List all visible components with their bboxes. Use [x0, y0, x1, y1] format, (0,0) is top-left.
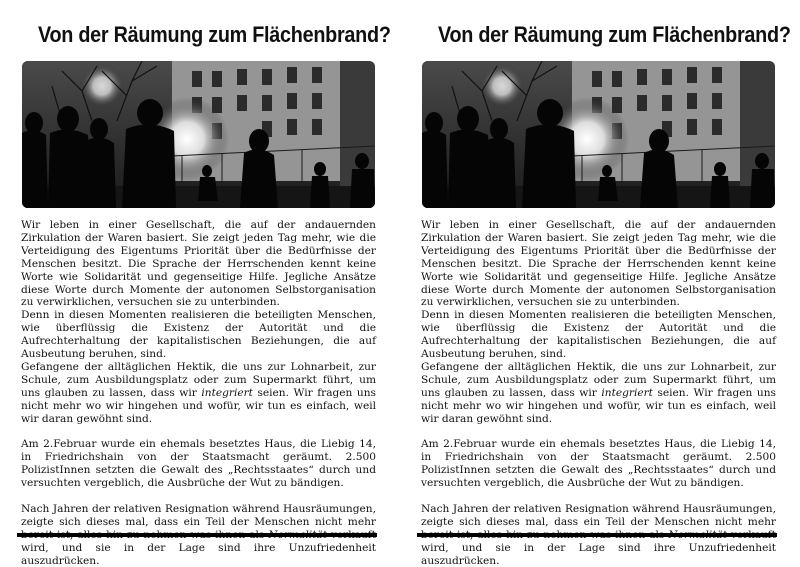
body-paragraph: [21, 219, 376, 309]
leaflet-body: [421, 219, 776, 567]
bottom-rule: [17, 533, 377, 537]
paragraph-text: Denn in diesen Momenten realisieren die beteiligten Menschen, wie überflüssig die Existenz der Autorität und die Aufrechterhaltung der kapitalistischen Beziehungen, die auf Ausbeutung beruhen, sind.: [421, 309, 776, 361]
paragraph-text: Gefangene der alltäglichen Hektik, die uns zur Lohnarbeit, zur Schule, zum Ausbildungsplatz oder zum Supermarkt führt, um uns glauben zu lassen, dass wir: [21, 360, 376, 399]
body-paragraph: [21, 309, 376, 361]
paragraph-text: Am 2.Februar wurde ein ehemals besetztes Haus, die Liebig 14, in Friedrichshain von der Staatsmacht geräumt. 2.500 PolizistInnen setzten die Gewalt des „Rechtsstaates“ durch und versuchten vergeblich, die Ausbrüche der Wut zu bändigen.: [421, 438, 776, 490]
body-paragraph: [421, 438, 776, 490]
body-paragraph: [421, 361, 776, 426]
leaflet-photo: [22, 61, 375, 208]
leaflet-photo: [422, 61, 775, 208]
riot-photo-graphic: [22, 61, 375, 208]
leaflet-left: [0, 0, 400, 566]
body-paragraph: [421, 309, 776, 361]
leaflet-body: [21, 219, 376, 567]
body-paragraph: [21, 361, 376, 426]
paragraph-text: wird, und sie in der Lage sind ihre Unzufriedenheit auszudrücken.: [21, 541, 376, 567]
bottom-rule: [417, 533, 777, 537]
body-paragraph: [21, 438, 376, 490]
paragraph-text: wird, und sie in der Lage sind ihre Unzufriedenheit auszudrücken.: [421, 541, 776, 567]
leaflet-title: Von der Räumung zum Flächenbrand?: [438, 22, 791, 47]
paragraph-text: Am 2.Februar wurde ein ehemals besetztes Haus, die Liebig 14, in Friedrichshain von der Staatsmacht geräumt. 2.500 PolizistInnen setzten die Gewalt des „Rechtsstaates“ durch und versuchten vergeblich, die Ausbrüche der Wut zu bändigen.: [21, 438, 376, 490]
emphasis-text: integriert: [601, 386, 653, 399]
body-paragraph: [421, 219, 776, 309]
paragraph-text: Nach Jahren der relativen Resignation während Hausräumungen, zeigte sich dieses mal, dass ein Teil der Menschen nicht mehr: [421, 502, 776, 528]
paragraph-text: seien. Wir fragen uns nicht mehr wo wir hingehen und wofür, wir tun es einfach, weil wir daran gewöhnt sind.: [21, 386, 376, 425]
leaflet-right: [400, 0, 800, 566]
paragraph-text: Wir leben in einer Gesellschaft, die auf der andauernden Zirkulation der Waren basiert. Sie zeigt jeden Tag mehr, wie die Verteidigung des Eigentums Priorität über die Bedürfnisse der Menschen besitzt. Die Sprache der Herrschenden kennt keine Worte wie Solidarität und gegenseitige Hilfe. Jegliche Ansätze diese Worte durch Momente der autonomen Selbstorganisation zu verwirklichen, versuchen sie zu unterbinden.: [21, 219, 376, 309]
paragraph-text: Wir leben in einer Gesellschaft, die auf der andauernden Zirkulation der Waren basiert. Sie zeigt jeden Tag mehr, wie die Verteidigung des Eigentums Priorität über die Bedürfnisse der Menschen besitzt. Die Sprache der Herrschenden kennt keine Worte wie Solidarität und gegenseitige Hilfe. Jegliche Ansätze diese Worte durch Momente der autonomen Selbstorganisation zu verwirklichen, versuchen sie zu unterbinden.: [421, 219, 776, 309]
emphasis-text: integriert: [201, 386, 253, 399]
leaflet-title: Von der Räumung zum Flächenbrand?: [38, 22, 391, 47]
paragraph-text: Nach Jahren der relativen Resignation während Hausräumungen, zeigte sich dieses mal, dass ein Teil der Menschen nicht mehr: [21, 502, 376, 528]
paragraph-text: Denn in diesen Momenten realisieren die beteiligten Menschen, wie überflüssig die Existenz der Autorität und die Aufrechterhaltung der kapitalistischen Beziehungen, die auf Ausbeutung beruhen, sind.: [21, 309, 376, 361]
paragraph-text: Gefangene der alltäglichen Hektik, die uns zur Lohnarbeit, zur Schule, zum Ausbildungsplatz oder zum Supermarkt führt, um uns glauben zu lassen, dass wir: [421, 360, 776, 399]
paragraph-text: seien. Wir fragen uns nicht mehr wo wir hingehen und wofür, wir tun es einfach, weil wir daran gewöhnt sind.: [421, 386, 776, 425]
riot-photo-graphic: [422, 61, 775, 208]
